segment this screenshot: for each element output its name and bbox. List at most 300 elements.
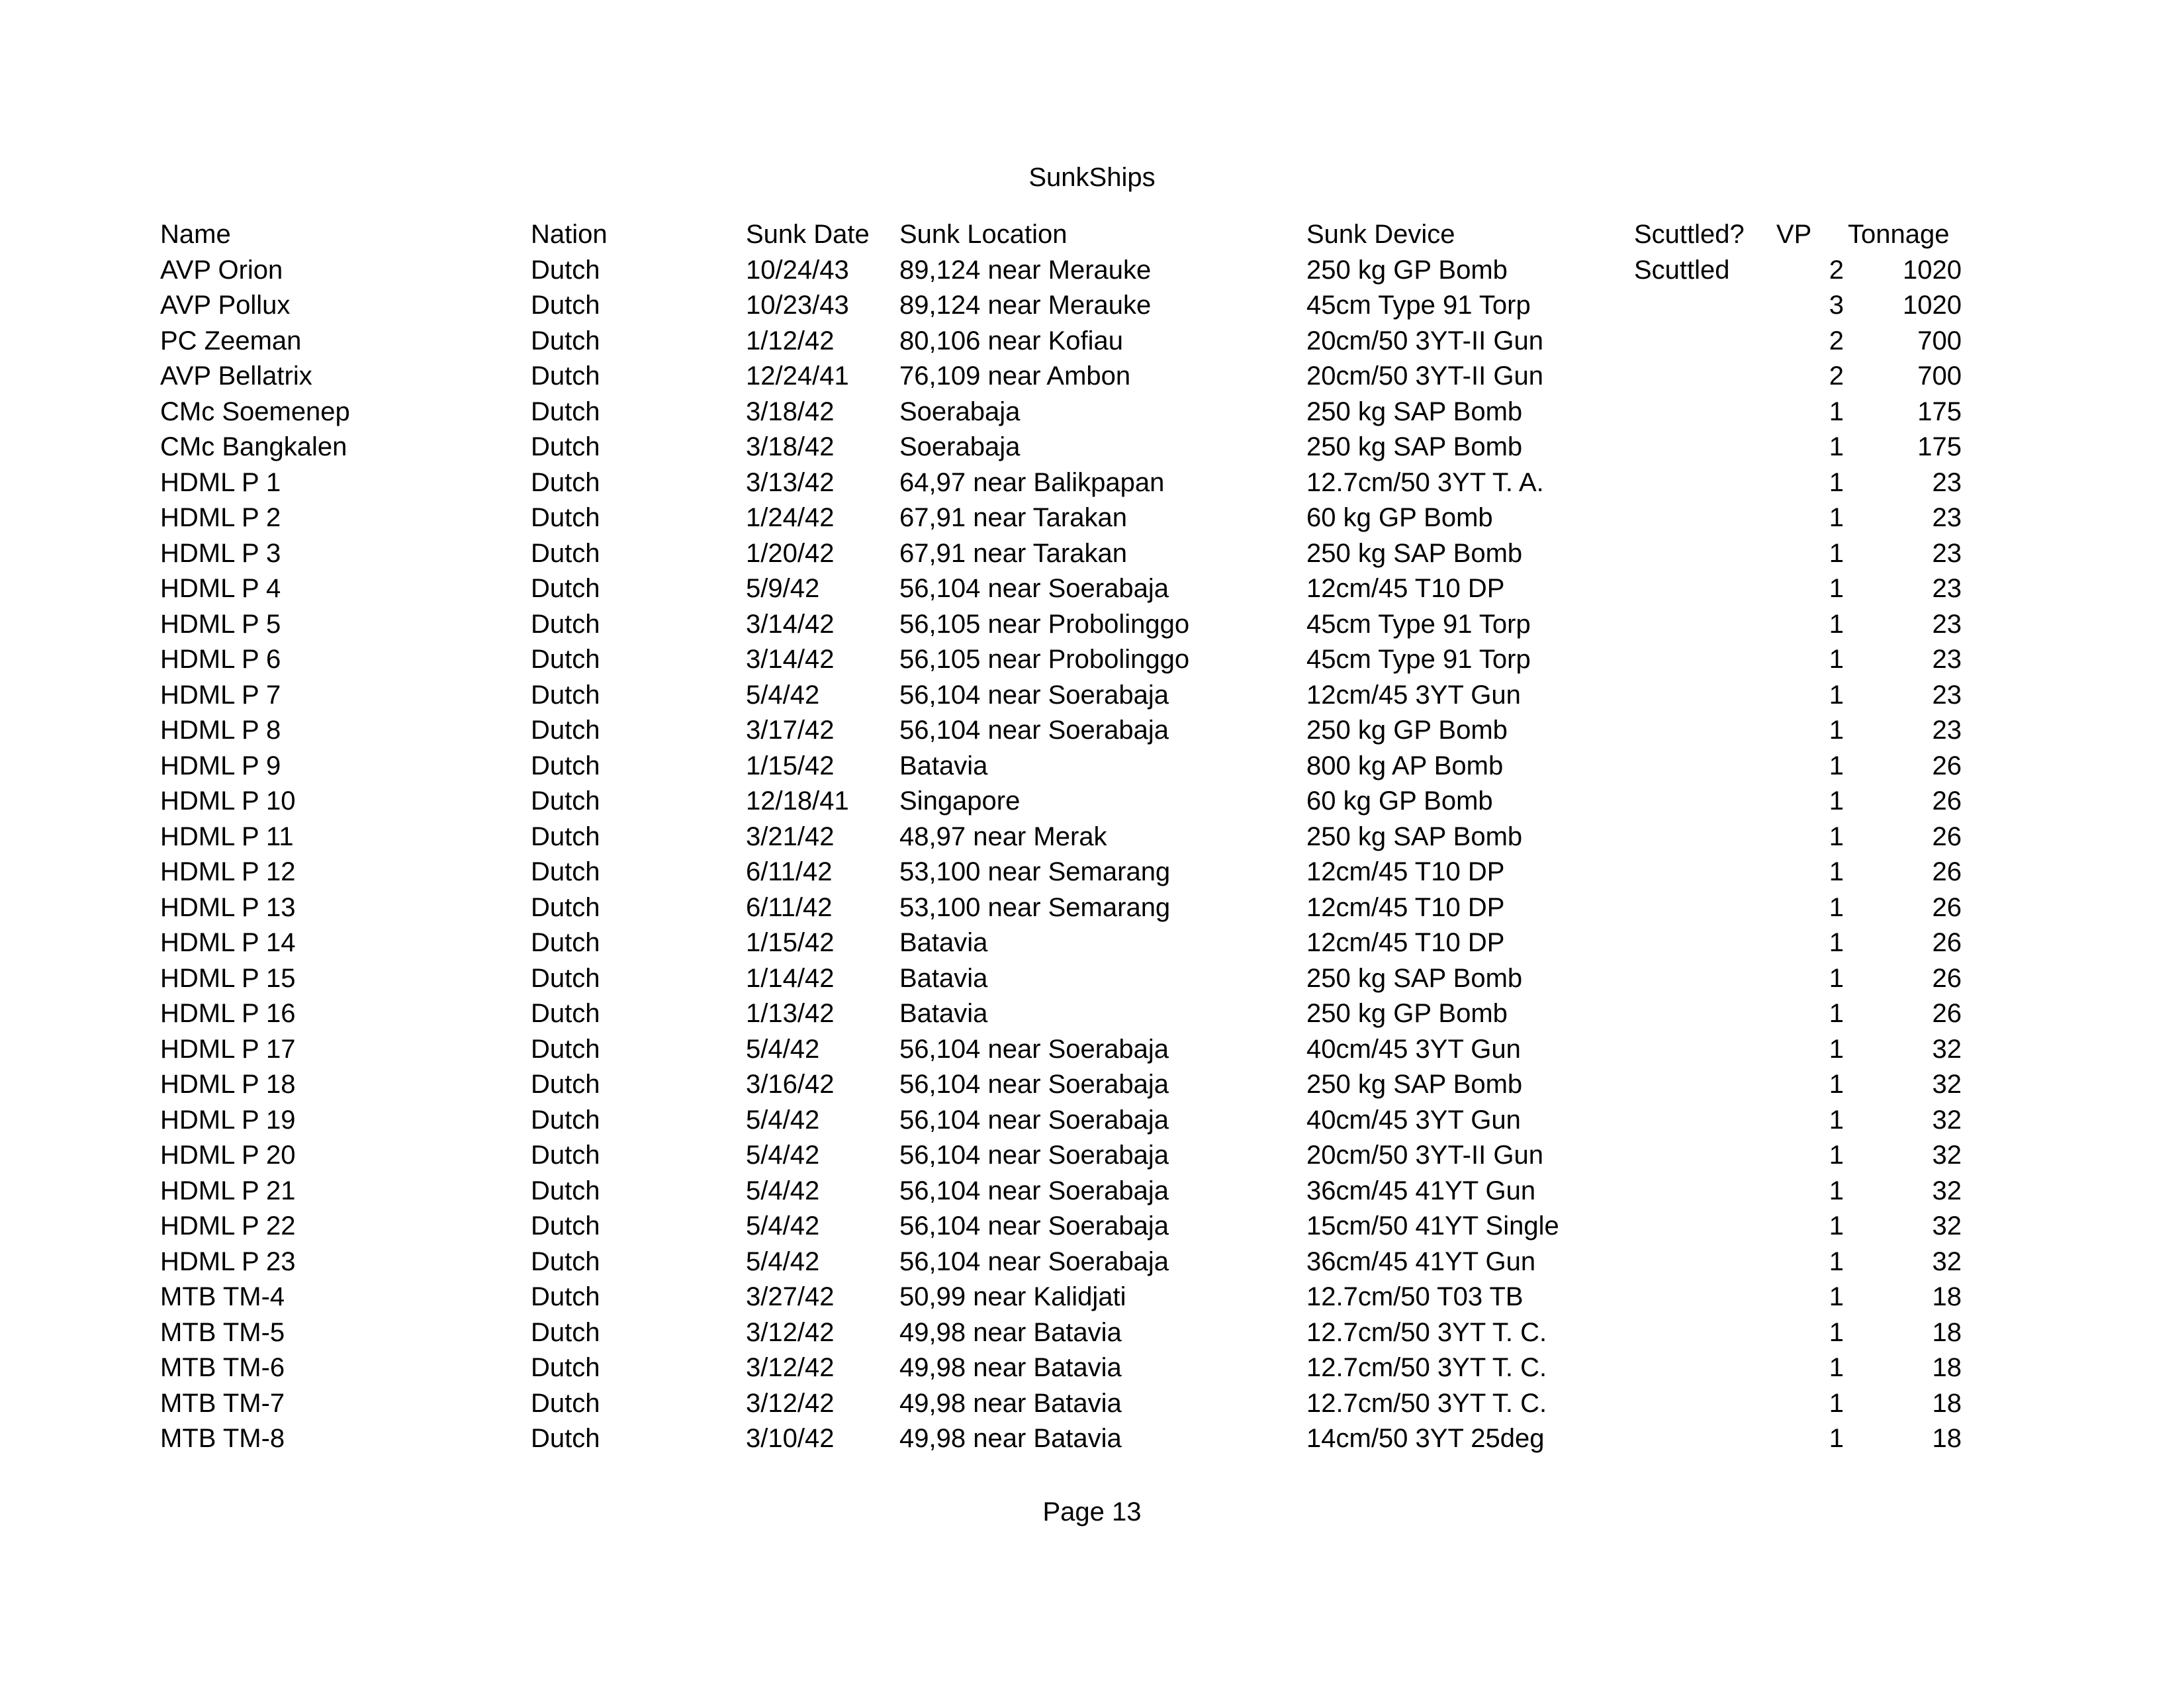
cell-tonnage: 18 — [1932, 1282, 1962, 1311]
table-row — [160, 607, 1962, 643]
cell-name: HDML P 8 — [160, 716, 281, 745]
table-row — [160, 1067, 1962, 1103]
table-row — [160, 1280, 1962, 1315]
cell-scuttled — [1634, 1067, 1776, 1103]
cell-nation: Dutch — [531, 892, 600, 922]
cell-nation: Dutch — [531, 786, 600, 816]
cell-sunk-date: 6/11/42 — [746, 857, 833, 886]
cell-sunk-location: Soerabaja — [899, 397, 1021, 426]
cell-sunk-location: Batavia — [899, 751, 988, 780]
cell-sunk-device: 250 kg SAP Bomb — [1306, 1070, 1523, 1099]
cell-sunk-device: 250 kg SAP Bomb — [1306, 432, 1523, 461]
table-row — [160, 1174, 1962, 1209]
cell-sunk-date: 10/23/43 — [746, 291, 849, 320]
cell-vp: 2 — [1829, 326, 1844, 355]
cell-scuttled — [1634, 465, 1776, 501]
cell-sunk-device: 40cm/45 3YT Gun — [1306, 1105, 1521, 1135]
cell-name: MTB TM-5 — [160, 1317, 285, 1347]
cell-sunk-device: 250 kg SAP Bomb — [1306, 821, 1523, 851]
cell-vp: 1 — [1829, 892, 1844, 922]
cell-scuttled — [1634, 359, 1776, 395]
cell-tonnage: 23 — [1932, 609, 1962, 639]
cell-tonnage: 26 — [1932, 999, 1962, 1028]
cell-sunk-date: 3/18/42 — [746, 432, 835, 461]
page-title: SunkShips — [1028, 163, 1156, 192]
cell-name: HDML P 7 — [160, 680, 281, 710]
cell-scuttled — [1634, 571, 1776, 607]
cell-sunk-location: 76,109 near Ambon — [899, 361, 1131, 391]
cell-nation: Dutch — [531, 467, 600, 497]
cell-sunk-date: 3/18/42 — [746, 397, 835, 426]
cell-vp: 1 — [1829, 1211, 1844, 1241]
cell-tonnage: 175 — [1917, 397, 1962, 426]
cell-scuttled — [1634, 1386, 1776, 1422]
cell-vp: 1 — [1829, 1141, 1844, 1170]
column-header-sunk-device: Sunk Device — [1306, 220, 1455, 249]
cell-sunk-location: 50,99 near Kalidjati — [899, 1282, 1126, 1311]
cell-vp: 1 — [1829, 1388, 1844, 1418]
table-row — [160, 784, 1962, 820]
cell-tonnage: 26 — [1932, 821, 1962, 851]
cell-scuttled — [1634, 749, 1776, 784]
cell-sunk-date: 1/12/42 — [746, 326, 835, 355]
cell-sunk-date: 5/4/42 — [746, 1211, 820, 1241]
cell-scuttled — [1634, 1138, 1776, 1174]
cell-tonnage: 32 — [1932, 1105, 1962, 1135]
cell-sunk-location: 89,124 near Merauke — [899, 291, 1152, 320]
cell-sunk-device: 250 kg GP Bomb — [1306, 255, 1508, 285]
cell-nation: Dutch — [531, 1105, 600, 1135]
column-header-sunk-date: Sunk Date — [746, 220, 870, 249]
cell-scuttled — [1634, 1174, 1776, 1209]
cell-tonnage: 18 — [1932, 1424, 1962, 1453]
cell-scuttled — [1634, 1032, 1776, 1068]
cell-nation: Dutch — [531, 751, 600, 780]
cell-name: HDML P 18 — [160, 1070, 296, 1099]
cell-name: HDML P 14 — [160, 928, 296, 957]
cell-sunk-location: 56,104 near Soerabaja — [899, 1070, 1169, 1099]
cell-vp: 1 — [1829, 1353, 1844, 1382]
cell-sunk-location: 56,104 near Soerabaja — [899, 574, 1169, 603]
cell-vp: 1 — [1829, 1282, 1844, 1311]
cell-nation: Dutch — [531, 397, 600, 426]
cell-nation: Dutch — [531, 538, 600, 568]
cell-sunk-date: 3/14/42 — [746, 609, 835, 639]
cell-scuttled — [1634, 1421, 1776, 1457]
table-row — [160, 1032, 1962, 1068]
cell-tonnage: 32 — [1932, 1246, 1962, 1276]
cell-name: HDML P 4 — [160, 574, 281, 603]
page-footer: Page 13 — [1042, 1497, 1142, 1526]
cell-sunk-device: 45cm Type 91 Torp — [1306, 609, 1531, 639]
cell-sunk-date: 6/11/42 — [746, 892, 833, 922]
cell-sunk-location: Soerabaja — [899, 432, 1021, 461]
cell-sunk-date: 1/15/42 — [746, 928, 835, 957]
cell-nation: Dutch — [531, 680, 600, 710]
cell-scuttled — [1634, 1350, 1776, 1386]
cell-nation: Dutch — [531, 1034, 600, 1064]
cell-sunk-date: 1/24/42 — [746, 503, 835, 532]
cell-nation: Dutch — [531, 361, 600, 391]
cell-vp: 2 — [1829, 255, 1844, 285]
cell-sunk-device: 250 kg SAP Bomb — [1306, 538, 1523, 568]
cell-scuttled — [1634, 607, 1776, 643]
cell-scuttled — [1634, 925, 1776, 961]
cell-tonnage: 23 — [1932, 467, 1962, 497]
cell-sunk-device: 60 kg GP Bomb — [1306, 503, 1493, 532]
cell-scuttled — [1634, 855, 1776, 890]
cell-nation: Dutch — [531, 716, 600, 745]
cell-sunk-location: 56,104 near Soerabaja — [899, 1211, 1169, 1241]
cell-sunk-device: 12.7cm/50 3YT T. C. — [1306, 1353, 1547, 1382]
cell-sunk-date: 1/13/42 — [746, 999, 835, 1028]
table-row — [160, 430, 1962, 465]
cell-sunk-location: 56,104 near Soerabaja — [899, 1141, 1169, 1170]
cell-name: HDML P 22 — [160, 1211, 296, 1241]
cell-tonnage: 32 — [1932, 1211, 1962, 1241]
cell-scuttled — [1634, 996, 1776, 1032]
table-row — [160, 678, 1962, 714]
cell-sunk-date: 5/4/42 — [746, 1034, 820, 1064]
cell-scuttled — [1634, 1209, 1776, 1244]
cell-name: HDML P 19 — [160, 1105, 296, 1135]
cell-tonnage: 26 — [1932, 751, 1962, 780]
cell-vp: 2 — [1829, 361, 1844, 391]
cell-scuttled — [1634, 678, 1776, 714]
cell-sunk-date: 3/10/42 — [746, 1424, 835, 1453]
cell-sunk-location: 53,100 near Semarang — [899, 857, 1171, 886]
cell-tonnage: 18 — [1932, 1317, 1962, 1347]
cell-nation: Dutch — [531, 1211, 600, 1241]
table-row — [160, 288, 1962, 324]
cell-tonnage: 23 — [1932, 645, 1962, 674]
cell-sunk-device: 12cm/45 3YT Gun — [1306, 680, 1521, 710]
cell-sunk-device: 12.7cm/50 3YT T. A. — [1306, 467, 1544, 497]
cell-scuttled — [1634, 784, 1776, 820]
cell-name: HDML P 5 — [160, 609, 281, 639]
cell-sunk-location: 89,124 near Merauke — [899, 255, 1152, 285]
cell-tonnage: 23 — [1932, 716, 1962, 745]
cell-sunk-location: 49,98 near Batavia — [899, 1424, 1122, 1453]
cell-tonnage: 18 — [1932, 1388, 1962, 1418]
cell-sunk-location: Batavia — [899, 963, 988, 993]
cell-sunk-location: 56,104 near Soerabaja — [899, 680, 1169, 710]
cell-name: AVP Bellatrix — [160, 361, 312, 391]
table-row — [160, 1421, 1962, 1457]
cell-nation: Dutch — [531, 609, 600, 639]
cell-sunk-location: 67,91 near Tarakan — [899, 538, 1127, 568]
cell-scuttled — [1634, 430, 1776, 465]
column-header-sunk-location: Sunk Location — [899, 220, 1068, 249]
cell-vp: 1 — [1829, 1105, 1844, 1135]
cell-nation: Dutch — [531, 1176, 600, 1205]
cell-tonnage: 23 — [1932, 680, 1962, 710]
cell-nation: Dutch — [531, 645, 600, 674]
cell-sunk-device: 12cm/45 T10 DP — [1306, 574, 1505, 603]
cell-sunk-date: 5/4/42 — [746, 1246, 820, 1276]
cell-scuttled — [1634, 1315, 1776, 1351]
cell-tonnage: 26 — [1932, 928, 1962, 957]
cell-tonnage: 26 — [1932, 786, 1962, 816]
cell-sunk-location: 56,104 near Soerabaja — [899, 1246, 1169, 1276]
cell-tonnage: 32 — [1932, 1176, 1962, 1205]
cell-name: CMc Soemenep — [160, 397, 350, 426]
cell-name: HDML P 9 — [160, 751, 281, 780]
cell-sunk-date: 1/20/42 — [746, 538, 835, 568]
header-row — [160, 217, 1962, 253]
cell-sunk-date: 3/13/42 — [746, 467, 835, 497]
cell-tonnage: 26 — [1932, 857, 1962, 886]
table-row — [160, 1138, 1962, 1174]
cell-scuttled — [1634, 1244, 1776, 1280]
table-row — [160, 465, 1962, 501]
cell-scuttled — [1634, 1280, 1776, 1315]
cell-nation: Dutch — [531, 963, 600, 993]
cell-vp: 1 — [1829, 680, 1844, 710]
cell-tonnage: 32 — [1932, 1070, 1962, 1099]
cell-name: MTB TM-8 — [160, 1424, 285, 1453]
cell-name: HDML P 6 — [160, 645, 281, 674]
cell-vp: 1 — [1829, 963, 1844, 993]
cell-sunk-device: 36cm/45 41YT Gun — [1306, 1246, 1536, 1276]
table-row — [160, 395, 1962, 430]
table-row — [160, 749, 1962, 784]
cell-sunk-device: 12cm/45 T10 DP — [1306, 928, 1505, 957]
cell-sunk-location: 67,91 near Tarakan — [899, 503, 1127, 532]
cell-sunk-location: 56,104 near Soerabaja — [899, 1034, 1169, 1064]
table-row — [160, 571, 1962, 607]
cell-nation: Dutch — [531, 1070, 600, 1099]
table-row — [160, 642, 1962, 678]
cell-vp: 1 — [1829, 928, 1844, 957]
cell-vp: 1 — [1829, 1070, 1844, 1099]
cell-scuttled — [1634, 1103, 1776, 1139]
cell-nation: Dutch — [531, 1141, 600, 1170]
cell-sunk-device: 250 kg SAP Bomb — [1306, 397, 1523, 426]
cell-sunk-location: 49,98 near Batavia — [899, 1317, 1122, 1347]
cell-name: HDML P 13 — [160, 892, 296, 922]
cell-sunk-date: 3/21/42 — [746, 821, 835, 851]
table-row — [160, 1350, 1962, 1386]
cell-sunk-device: 36cm/45 41YT Gun — [1306, 1176, 1536, 1205]
cell-sunk-date: 3/12/42 — [746, 1317, 835, 1347]
cell-vp: 1 — [1829, 397, 1844, 426]
cell-nation: Dutch — [531, 1424, 600, 1453]
cell-tonnage: 32 — [1932, 1141, 1962, 1170]
cell-sunk-date: 1/15/42 — [746, 751, 835, 780]
cell-vp: 1 — [1829, 1176, 1844, 1205]
table-row — [160, 324, 1962, 359]
table-row — [160, 500, 1962, 536]
cell-nation: Dutch — [531, 1317, 600, 1347]
column-header-name: Name — [160, 220, 231, 249]
cell-nation: Dutch — [531, 821, 600, 851]
cell-sunk-location: 56,104 near Soerabaja — [899, 1105, 1169, 1135]
cell-sunk-device: 40cm/45 3YT Gun — [1306, 1034, 1521, 1064]
table-row — [160, 1103, 1962, 1139]
cell-name: CMc Bangkalen — [160, 432, 347, 461]
cell-scuttled — [1634, 324, 1776, 359]
cell-name: HDML P 20 — [160, 1141, 296, 1170]
cell-sunk-location: 64,97 near Balikpapan — [899, 467, 1165, 497]
cell-name: MTB TM-4 — [160, 1282, 285, 1311]
cell-sunk-date: 3/17/42 — [746, 716, 835, 745]
table-row — [160, 1315, 1962, 1351]
cell-scuttled — [1634, 713, 1776, 749]
cell-sunk-location: 53,100 near Semarang — [899, 892, 1171, 922]
cell-sunk-date: 5/4/42 — [746, 1105, 820, 1135]
cell-name: HDML P 10 — [160, 786, 296, 816]
cell-name: AVP Pollux — [160, 291, 291, 320]
cell-scuttled — [1634, 536, 1776, 572]
cell-sunk-device: 12.7cm/50 3YT T. C. — [1306, 1317, 1547, 1347]
cell-name: HDML P 11 — [160, 821, 294, 851]
cell-vp: 3 — [1829, 291, 1844, 320]
cell-nation: Dutch — [531, 1282, 600, 1311]
cell-sunk-date: 5/4/42 — [746, 1176, 820, 1205]
cell-sunk-device: 250 kg GP Bomb — [1306, 716, 1508, 745]
cell-tonnage: 26 — [1932, 963, 1962, 993]
cell-name: AVP Orion — [160, 255, 283, 285]
cell-name: HDML P 16 — [160, 999, 296, 1028]
cell-sunk-device: 12.7cm/50 T03 TB — [1306, 1282, 1524, 1311]
cell-sunk-date: 12/24/41 — [746, 361, 849, 391]
cell-tonnage: 700 — [1917, 361, 1962, 391]
cell-nation: Dutch — [531, 857, 600, 886]
cell-sunk-device: 250 kg GP Bomb — [1306, 999, 1508, 1028]
cell-nation: Dutch — [531, 928, 600, 957]
cell-nation: Dutch — [531, 999, 600, 1028]
cell-sunk-location: 56,105 near Probolinggo — [899, 645, 1190, 674]
cell-scuttled — [1634, 395, 1776, 430]
table-row — [160, 1209, 1962, 1244]
cell-vp: 1 — [1829, 645, 1844, 674]
sunk-ships-table — [160, 217, 1962, 1457]
cell-vp: 1 — [1829, 609, 1844, 639]
cell-vp: 1 — [1829, 1034, 1844, 1064]
cell-scuttled — [1634, 642, 1776, 678]
cell-sunk-device: 20cm/50 3YT-II Gun — [1306, 326, 1543, 355]
cell-vp: 1 — [1829, 1317, 1844, 1347]
cell-sunk-date: 3/12/42 — [746, 1353, 835, 1382]
cell-vp: 1 — [1829, 1246, 1844, 1276]
cell-sunk-device: 12.7cm/50 3YT T. C. — [1306, 1388, 1547, 1418]
cell-sunk-device: 45cm Type 91 Torp — [1306, 645, 1531, 674]
column-header-vp: VP — [1776, 220, 1812, 249]
cell-sunk-device: 20cm/50 3YT-II Gun — [1306, 1141, 1543, 1170]
cell-nation: Dutch — [531, 326, 600, 355]
cell-sunk-date: 5/4/42 — [746, 1141, 820, 1170]
cell-sunk-location: 49,98 near Batavia — [899, 1353, 1122, 1382]
cell-scuttled — [1634, 500, 1776, 536]
cell-nation: Dutch — [531, 1353, 600, 1382]
cell-sunk-date: 3/12/42 — [746, 1388, 835, 1418]
cell-scuttled — [1634, 820, 1776, 855]
cell-sunk-date: 3/14/42 — [746, 645, 835, 674]
cell-vp: 1 — [1829, 538, 1844, 568]
table-row — [160, 996, 1962, 1032]
cell-vp: 1 — [1829, 432, 1844, 461]
cell-sunk-date: 5/4/42 — [746, 680, 820, 710]
table-row — [160, 925, 1962, 961]
cell-tonnage: 23 — [1932, 574, 1962, 603]
table-row — [160, 855, 1962, 890]
cell-name: PC Zeeman — [160, 326, 302, 355]
column-header-scuttled: Scuttled? — [1634, 220, 1745, 249]
cell-tonnage: 175 — [1917, 432, 1962, 461]
cell-sunk-location: 56,105 near Probolinggo — [899, 609, 1190, 639]
table-row — [160, 1244, 1962, 1280]
cell-tonnage: 23 — [1932, 538, 1962, 568]
cell-name: HDML P 23 — [160, 1246, 296, 1276]
cell-sunk-location: 80,106 near Kofiau — [899, 326, 1124, 355]
cell-scuttled — [1634, 288, 1776, 324]
cell-sunk-location: Singapore — [899, 786, 1021, 816]
cell-name: MTB TM-7 — [160, 1388, 285, 1418]
cell-sunk-location: Batavia — [899, 999, 988, 1028]
cell-nation: Dutch — [531, 503, 600, 532]
cell-sunk-location: 48,97 near Merak — [899, 821, 1107, 851]
table-row — [160, 890, 1962, 926]
cell-name: HDML P 12 — [160, 857, 296, 886]
table-row — [160, 253, 1962, 289]
cell-name: HDML P 1 — [160, 467, 281, 497]
table-row — [160, 536, 1962, 572]
table-row — [160, 820, 1962, 855]
cell-tonnage: 26 — [1932, 892, 1962, 922]
cell-sunk-date: 1/14/42 — [746, 963, 835, 993]
column-header-nation: Nation — [531, 220, 608, 249]
cell-tonnage: 700 — [1917, 326, 1962, 355]
cell-sunk-device: 12cm/45 T10 DP — [1306, 892, 1505, 922]
cell-tonnage: 1020 — [1903, 255, 1962, 285]
cell-tonnage: 18 — [1932, 1353, 1962, 1382]
cell-sunk-location: 49,98 near Batavia — [899, 1388, 1122, 1418]
cell-vp: 1 — [1829, 467, 1844, 497]
cell-scuttled — [1634, 890, 1776, 926]
cell-sunk-device: 20cm/50 3YT-II Gun — [1306, 361, 1543, 391]
cell-vp: 1 — [1829, 1424, 1844, 1453]
cell-sunk-device: 45cm Type 91 Torp — [1306, 291, 1531, 320]
cell-vp: 1 — [1829, 999, 1844, 1028]
table-row — [160, 1386, 1962, 1422]
cell-sunk-device: 15cm/50 41YT Single — [1306, 1211, 1559, 1241]
cell-sunk-date: 3/27/42 — [746, 1282, 835, 1311]
cell-sunk-device: 14cm/50 3YT 25deg — [1306, 1424, 1545, 1453]
table-row — [160, 961, 1962, 997]
cell-nation: Dutch — [531, 1388, 600, 1418]
cell-vp: 1 — [1829, 716, 1844, 745]
cell-scuttled — [1634, 961, 1776, 997]
cell-vp: 1 — [1829, 574, 1844, 603]
column-header-tonnage: Tonnage — [1848, 220, 1950, 249]
cell-nation: Dutch — [531, 291, 600, 320]
cell-sunk-date: 3/16/42 — [746, 1070, 835, 1099]
cell-sunk-device: 12cm/45 T10 DP — [1306, 857, 1505, 886]
cell-nation: Dutch — [531, 255, 600, 285]
cell-tonnage: 32 — [1932, 1034, 1962, 1064]
cell-nation: Dutch — [531, 1246, 600, 1276]
cell-sunk-location: Batavia — [899, 928, 988, 957]
cell-name: HDML P 17 — [160, 1034, 296, 1064]
cell-sunk-device: 800 kg AP Bomb — [1306, 751, 1504, 780]
cell-vp: 1 — [1829, 857, 1844, 886]
cell-scuttled: Scuttled — [1634, 255, 1730, 285]
cell-sunk-location: 56,104 near Soerabaja — [899, 716, 1169, 745]
table-row — [160, 713, 1962, 749]
cell-sunk-device: 60 kg GP Bomb — [1306, 786, 1493, 816]
cell-name: HDML P 2 — [160, 503, 281, 532]
